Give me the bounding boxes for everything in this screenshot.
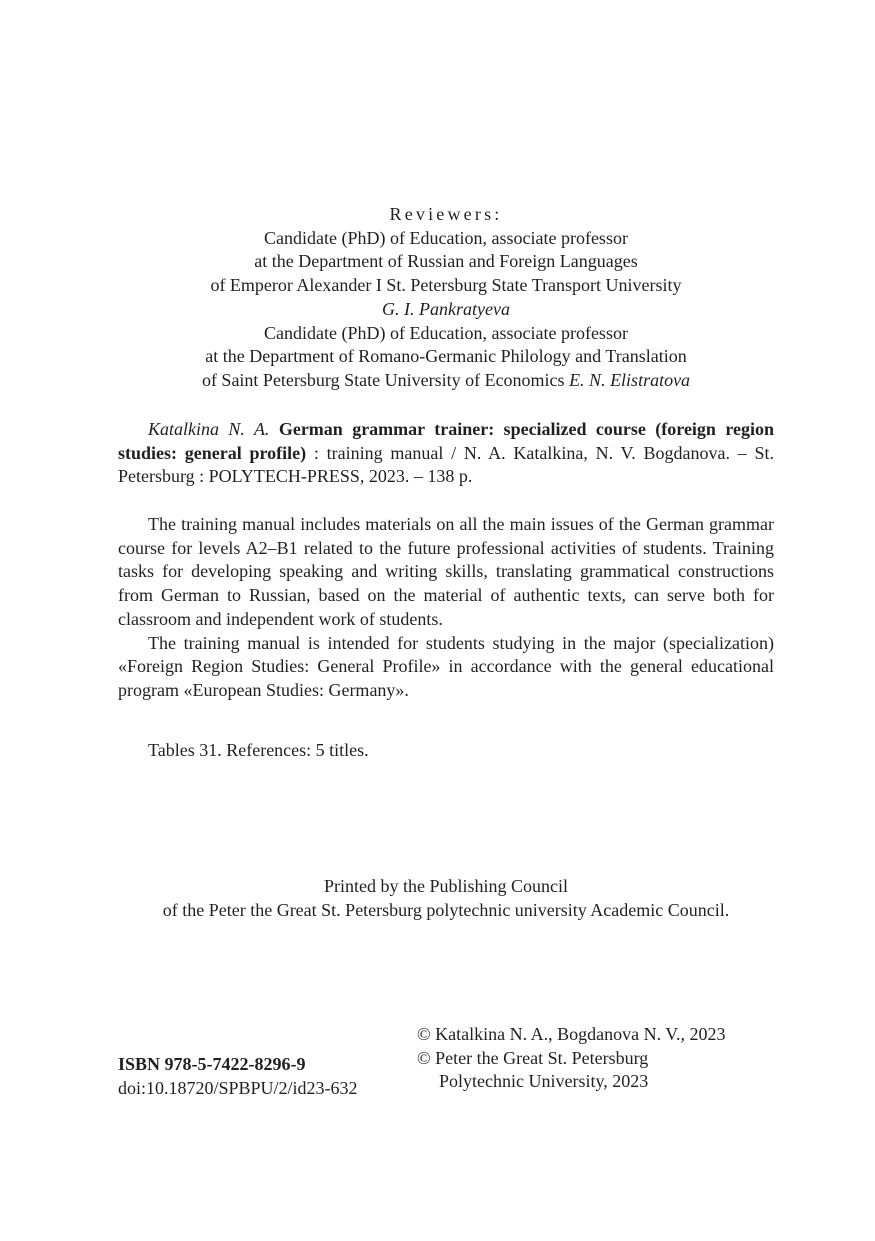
isbn-block [118, 1053, 358, 1100]
annotation [118, 513, 774, 703]
reviewer-2-department: at the Department of Romano-Germanic Philology and Translation [205, 346, 687, 367]
reviewer-2-position: Candidate (PhD) of Education, associate professor [264, 322, 628, 343]
doi: doi:10.18720/SPBPU/2/id23-632 [118, 1077, 358, 1098]
reviewer-1-name: G. I. Pankratyeva [382, 298, 510, 319]
citation-author: Katalkina N. A. [148, 419, 270, 439]
isbn: ISBN 978-5-7422-8296-9 [118, 1054, 306, 1074]
copyright-university-cont: Polytechnic University, 2023 [439, 1071, 649, 1092]
tables-references-note: Tables 31. References: 5 titles. [148, 740, 369, 760]
copyright-university: © Peter the Great St. Petersburg [417, 1047, 649, 1068]
reviewers-block [118, 203, 774, 393]
reviewer-1-department: at the Department of Russian and Foreign Languages [254, 251, 638, 272]
reviewer-1-position: Candidate (PhD) of Education, associate professor [264, 227, 628, 248]
citation-details: : training manual / N. A. Katalkina, N. V. Bogdanova. – St. Petersburg : POLYTECH-PRESS, 2023. – 138 p. [118, 442, 774, 487]
printed-line-1: Printed by the Publishing Council [323, 876, 568, 896]
copyright-authors: © Katalkina N. A., Bogdanova N. V., 2023 [417, 1024, 726, 1044]
annotation-paragraph-1: The training manual includes materials on all the main issues of the German grammar course for levels A2–B1 related to the future professional activities of students. Training tasks for developing speaking and writing skills, translating grammatical constructions from German to Russian, based on the material of authentic texts, can serve both for classroom and independent work of students. [118, 514, 774, 629]
bibliographic-citation [118, 418, 774, 489]
reviewer-1-institution: of Emperor Alexander I St. Petersburg State Transport University [210, 275, 682, 296]
copyright-block [417, 1023, 726, 1094]
reviewer-2-line [118, 369, 774, 393]
citation-title: German grammar trainer: specialized course (foreign region studies: general profile) [118, 419, 774, 463]
printed-by-notice [98, 875, 794, 922]
printed-line-2: of the Peter the Great St. Petersburg polytechnic university Academic Council. [162, 899, 730, 920]
reviewer-2-name: E. N. Elistratova [569, 369, 691, 390]
annotation-paragraph-2: The training manual is intended for students studying in the major (specialization) «Foreign Region Studies: General Profile» in accordance with the general educational program «European Studies: Germany». [118, 632, 774, 700]
reviewers-heading: Reviewers: [389, 204, 503, 224]
reviewer-2-institution: of Saint Petersburg State University of Economics [201, 369, 565, 390]
